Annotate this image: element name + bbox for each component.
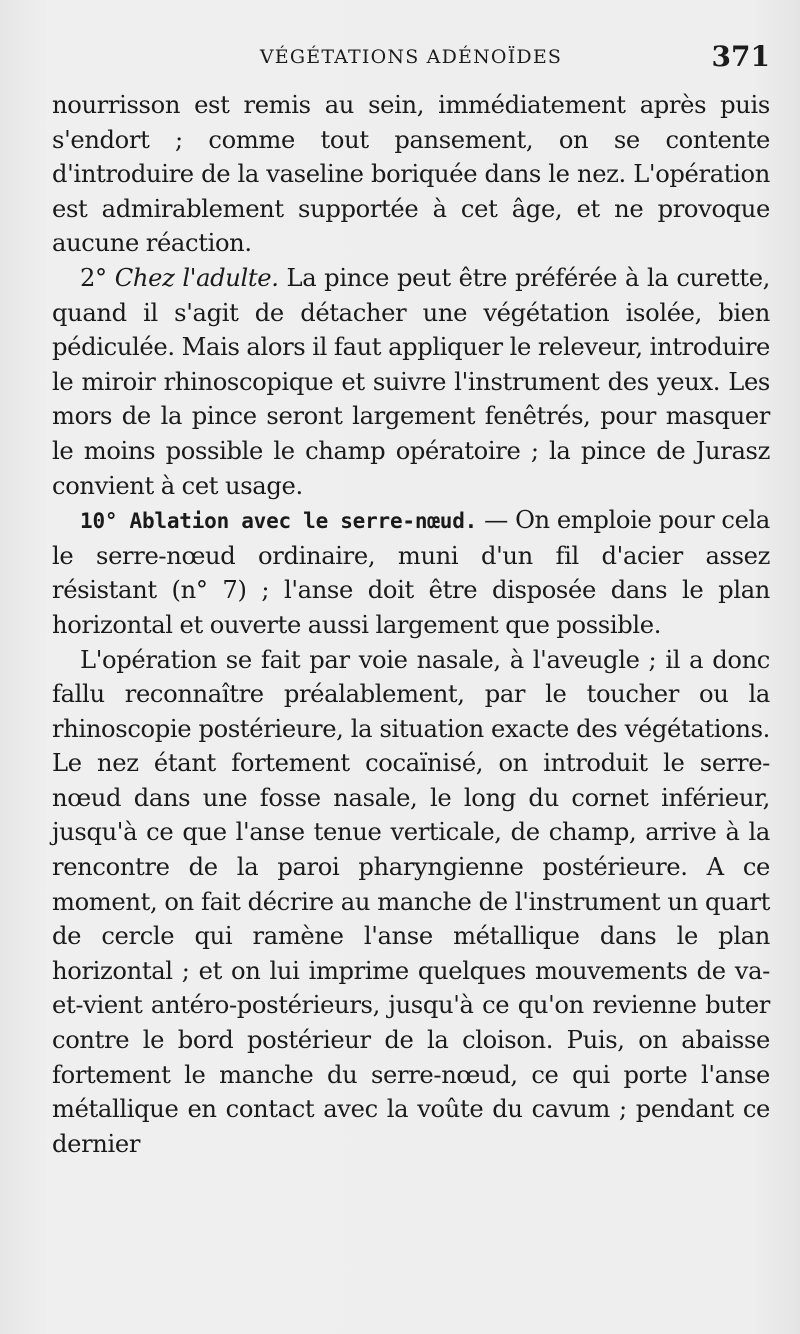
running-head: VÉGÉTATIONS ADÉNOÏDES	[259, 46, 563, 68]
paragraph-text: nourrisson est remis au sein, immédiatement après puis s'endort ; comme tout pansement, on se contente d'introduire de la vaseline boriquée dans le nez. L'opération est admirablement supportée à cet âge, et ne provoque aucune réaction.	[52, 91, 770, 258]
body-text	[52, 88, 770, 1161]
page-header	[52, 40, 770, 88]
paragraph-continuation	[52, 88, 770, 261]
section-title: 10° Ablation avec le serre-nœud.	[80, 509, 478, 534]
paragraph-adult	[52, 261, 770, 503]
page-number: 371	[711, 40, 770, 73]
item-number: 2°	[80, 263, 107, 292]
paragraph-text: — On emploie pour cela le serre-nœud ordinaire, muni d'un fil d'acier assez résistant (n° 7) ; l'anse doit être disposée dans le plan horizontal et ouverte aussi largement que possible.	[52, 506, 771, 639]
item-title: Chez l'adulte.	[114, 263, 279, 292]
paragraph-serre-noeud	[52, 503, 770, 642]
paragraph-text: L'opération se fait par voie nasale, à l'aveugle ; il a donc fallu reconnaître préalablement, par le toucher ou la rhinoscopie postérieure, la situation exacte des végétations. Le nez étant fortement cocaïnisé, on introduit le serre-nœud dans une fosse nasale, le long du cornet inférieur, jusqu'à ce que l'anse tenue verticale, de champ, arrive à la rencontre de la paroi pharyngienne postérieure. A ce moment, on fait décrire au manche de l'instrument un quart de cercle qui ramène l'anse métallique dans le plan horizontal ; et on lui imprime quelques mouvements de va-et-vient antéro-postérieurs, jusqu'à ce qu'on revienne buter contre le bord postérieur de la cloison. Puis, on abaisse fortement le manche du serre-nœud, ce qui porte l'anse métallique en contact avec la voûte du cavum ; pendant ce dernier	[52, 645, 770, 1158]
paragraph-text: La pince peut être préférée à la curette, quand il s'agit de détacher une végétation isolée, bien pédiculée. Mais alors il faut appliquer le releveur, introduire le miroir rhinoscopique et suivre l'instrument des yeux. Les mors de la pince seront largement fenêtrés, pour masquer le moins possible le champ opératoire ; la pince de Jurasz convient à cet usage.	[52, 263, 770, 500]
paragraph-operation	[52, 643, 770, 1162]
